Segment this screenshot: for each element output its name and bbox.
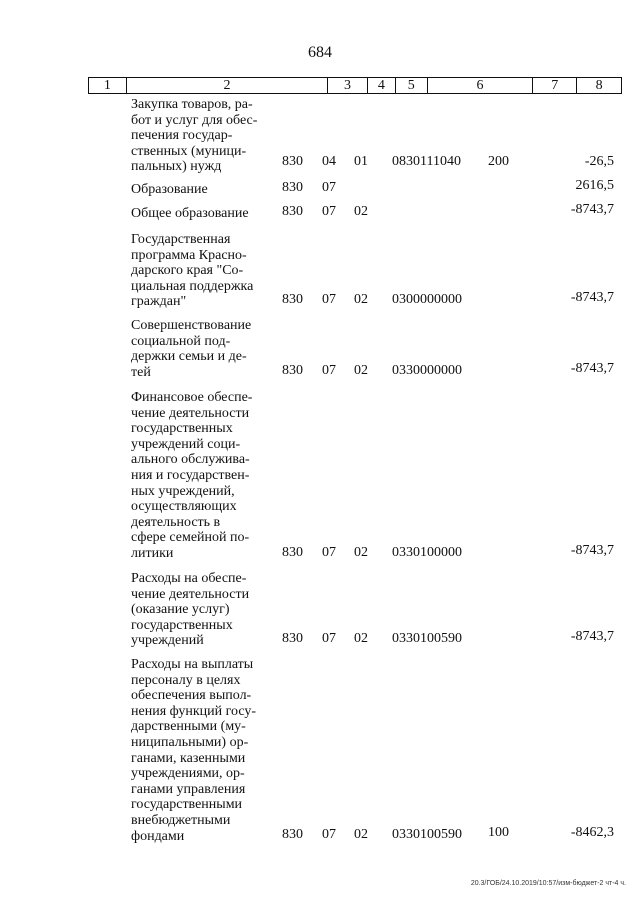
cell-col-3: 830 <box>282 827 303 842</box>
cell-col-3: 830 <box>282 154 303 169</box>
cell-col-3: 830 <box>282 631 303 646</box>
row-description: Образование <box>131 182 208 197</box>
cell-col-8: -8462,3 <box>570 825 614 840</box>
cell-col-4: 07 <box>322 292 336 307</box>
cell-col-4: 07 <box>322 180 336 195</box>
cell-col-7: 100 <box>488 825 509 840</box>
cell-col-3: 830 <box>282 292 303 307</box>
cell-col-5: 02 <box>354 204 368 219</box>
cell-col-6: 0330100590 <box>392 631 462 646</box>
row-description: Расходы на обеспе- чение деятельности (оказание услуг) государственных учреждений <box>131 571 250 649</box>
cell-col-6: 0330000000 <box>392 363 462 378</box>
cell-col-5: 02 <box>354 363 368 378</box>
row-description: Общее образование <box>131 206 249 221</box>
row-description: Совершенствование социальной под- держки семьи и де- тей <box>131 318 252 380</box>
cell-col-4: 07 <box>322 631 336 646</box>
cell-col-8: -8743,7 <box>570 361 614 376</box>
cell-col-6: 0330100590 <box>392 827 462 842</box>
cell-col-6: 0830111040 <box>392 154 461 169</box>
footer-print-stamp: 20.3/ГОБ/24.10.2019/10:57/изм-бюджет-2 чт-4 ч. <box>470 880 626 887</box>
header-col-5: 5 <box>396 78 428 93</box>
row-description: Закупка товаров, ра- бот и услуг для обес- печения государ- ственных (муници- пальных) нужд <box>131 97 258 175</box>
cell-col-6: 0300000000 <box>392 292 462 307</box>
row-description: Расходы на выплаты персоналу в целях обеспечения выпол- нения функций госу- дарственными (му- ниципальными) ор- ганами, казенными учреждениями, ор- ганами управления государственными внебюджетными фондами <box>131 657 257 844</box>
cell-col-8: -8743,7 <box>570 202 614 217</box>
cell-col-8: -8743,7 <box>570 629 614 644</box>
cell-col-4: 07 <box>322 204 336 219</box>
header-col-6: 6 <box>428 78 534 93</box>
header-col-7: 7 <box>533 78 577 93</box>
header-col-3: 3 <box>328 78 368 93</box>
cell-col-4: 07 <box>322 827 336 842</box>
cell-col-4: 07 <box>322 363 336 378</box>
cell-col-4: 07 <box>322 545 336 560</box>
cell-col-4: 04 <box>322 154 336 169</box>
cell-col-6: 0330100000 <box>392 545 462 560</box>
page-number: 684 <box>308 44 332 61</box>
cell-col-3: 830 <box>282 204 303 219</box>
cell-col-3: 830 <box>282 180 303 195</box>
header-col-2: 2 <box>127 78 328 93</box>
table-header <box>88 77 622 94</box>
cell-col-7: 200 <box>488 154 509 169</box>
header-col-4: 4 <box>368 78 396 93</box>
cell-col-8: -8743,7 <box>570 543 614 558</box>
cell-col-5: 02 <box>354 631 368 646</box>
row-description: Финансовое обеспе- чение деятельности государственных учреждений соци- ального обслужива- ния и государствен- ных учреждений, осуществляющих деятельность в сфере семейной по- литики <box>131 390 253 561</box>
cell-col-8: -8743,7 <box>570 290 614 305</box>
cell-col-5: 01 <box>354 154 368 169</box>
cell-col-5: 02 <box>354 827 368 842</box>
header-col-8: 8 <box>595 78 603 93</box>
cell-col-8: 2616,5 <box>575 178 614 193</box>
cell-col-3: 830 <box>282 363 303 378</box>
cell-col-5: 02 <box>354 545 368 560</box>
cell-col-5: 02 <box>354 292 368 307</box>
cell-col-8: -26,5 <box>584 154 614 169</box>
header-col-1: 1 <box>89 78 127 93</box>
cell-col-3: 830 <box>282 545 303 560</box>
row-description: Государственная программа Красно- дарского края "Со- циальная поддержка граждан" <box>131 232 254 310</box>
